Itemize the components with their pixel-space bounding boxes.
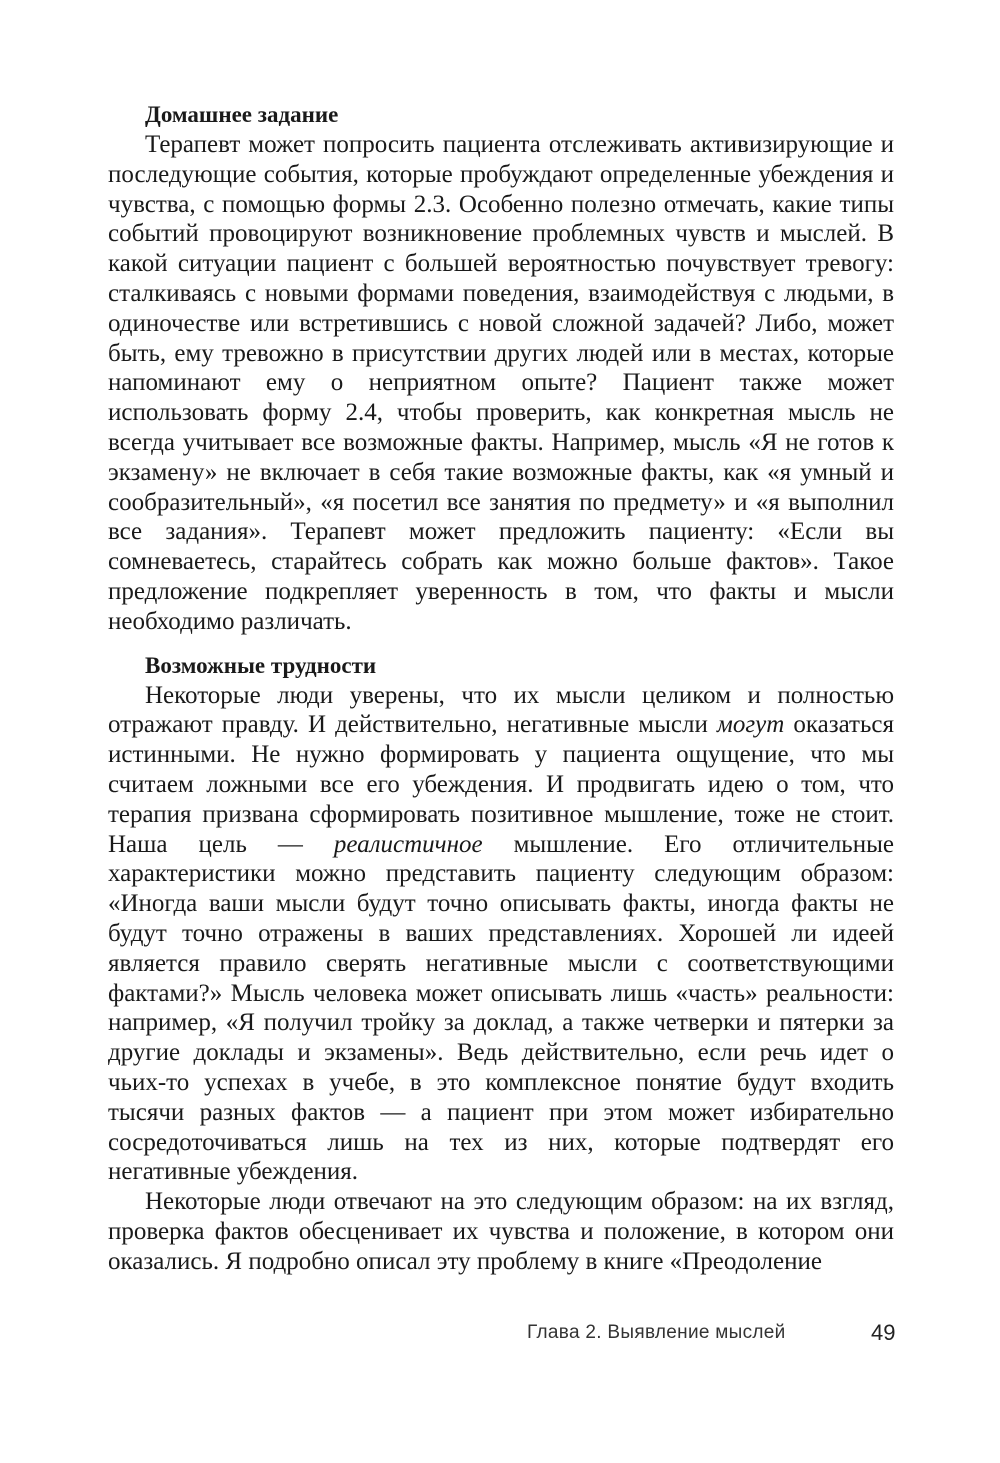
difficulties-paragraph-2: Некоторые люди отвечают на это следующим образом: на их взгляд, проверка фактов обесценивает их чувства и положение, в котором они оказались. Я подробно описал эту проблему в книге «Преодоление [108,1188,894,1275]
page-body [108,100,894,1276]
emphasis-text: могут [716,711,785,739]
running-head: Глава 2. Выявление мыслей [527,1322,786,1343]
page-footer [0,1322,1000,1352]
page-number: 49 [871,1320,896,1345]
difficulties-paragraph-1 [108,681,894,1188]
emphasis-text: реалистичное [333,830,483,858]
text-run: Некоторые люди уверены, что их мысли целиком и полностью отражают правду. И действительно, негативные мысли [108,681,894,739]
text-run: оказаться истинными. Не нужно формировать у пациента ощущение, что мы считаем ложными все его убеждения. И продвигать идею о том, что терапия призвана сформировать позитивное мышление, тоже не стоит. Наша цель — [108,711,894,858]
text-run: мышление. Его отличительные характеристики можно представить пациенту следующим образом: «Иногда ваши мысли будут точно описывать факты, иногда факты не будут точно отражены в ваших представлениях. Хорошей ли идеей является правило сверять негативные мысли с соответствующими фактами?» Мысль человека может описывать лишь «часть» реальности: например, «Я получил тройку за доклад, а также четверки и пятерки за другие доклады и экзамены». Ведь действительно, если речь идет о чьих-то успехах в учебе, в это комплексное понятие будут входить тысячи разных фактов — а пациент при этом может избирательно сосредоточиваться лишь на тех из них, которые подтвердят его негативные убеждения. [108,830,894,1186]
homework-paragraph: Терапевт может попросить пациента отслеживать активизирующие и последующие события, которые пробуждают определенные убеждения и чувства, с помощью формы 2.3. Особенно полезно отмечать, какие типы событий провоцируют возникновение проблемных чувств и мыслей. В какой ситуации пациент с большей вероятностью почувствует тревогу: сталкиваясь с новыми формами поведения, взаимодействуя с людьми, в одиночестве или встретившись с новой сложной задачей? Либо, может быть, ему тревожно в присутствии других людей или в местах, которые напоминают ему о неприятном опыте? Пациент также может использовать форму 2.4, чтобы проверить, как конкретная мысль не всегда учитывает все возможные факты. Например, мысль «Я не готов к экзамену» не включает в себя такие возможные факты, как «я умный и сообразительный», «я посетил все занятия по предмету» и «я выполнил все задания». Терапевт может предложить пациенту: «Если вы сомневаетесь, старайтесь собрать как можно больше фактов». Такое предложение подкрепляет уверенность в том, что факты и мысли необходимо различать. [108,131,894,635]
section-heading-difficulties: Возможные трудности [145,652,377,678]
section-heading-homework: Домашнее задание [145,102,339,127]
